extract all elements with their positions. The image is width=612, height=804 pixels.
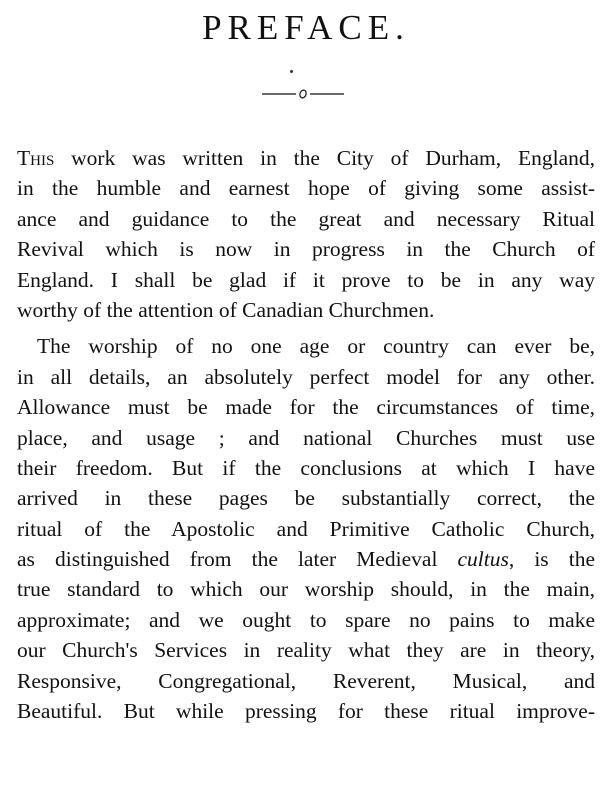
text-line bbox=[17, 143, 595, 173]
text-line: ritual of the Apostolic and Primitive Catholic Church, bbox=[17, 516, 595, 541]
italic-term: cultus bbox=[457, 547, 509, 572]
text-line: in all details, an absolutely perfect model for any other. bbox=[17, 364, 595, 389]
paragraph-1 bbox=[17, 143, 595, 325]
text-line: Allowance must be made for the circumstances of time, bbox=[17, 395, 595, 420]
ornament-divider bbox=[262, 88, 344, 100]
text-line: arrived in these pages be substantially correct, the bbox=[17, 486, 595, 511]
text-line: our Church's Services in reality what they are in theory, bbox=[17, 638, 595, 663]
text-line: true standard to which our worship should, in the main, bbox=[17, 577, 595, 602]
text-line: Revival which is now in progress in the Church of bbox=[17, 237, 595, 262]
text-line: Beautiful. But while pressing for these ritual improve- bbox=[17, 699, 595, 724]
text-line: Responsive, Congregational, Reverent, Musical, and bbox=[17, 668, 595, 693]
line-text: work was written in the City of Durham, England, bbox=[54, 146, 595, 170]
ink-speck bbox=[290, 70, 293, 73]
text-line: The worship of no one age or country can ever be, bbox=[37, 334, 595, 359]
paragraph-2 bbox=[17, 331, 595, 726]
text-line: place, and usage ; and national Churches must use bbox=[17, 425, 595, 450]
page-title: PREFACE. bbox=[202, 8, 410, 47]
text-line: approximate; and we ought to spare no pains to make bbox=[17, 607, 595, 632]
preface-body bbox=[17, 143, 595, 726]
drop-lead-word: This bbox=[17, 146, 55, 170]
text-line: in the humble and earnest hope of giving some assist- bbox=[17, 176, 595, 201]
text-line: their freedom. But if the conclusions at which I have bbox=[17, 455, 595, 480]
text-line: England. I shall be glad if it prove to be in any way bbox=[17, 267, 595, 292]
line-text: as distinguished from the later Medieval bbox=[17, 547, 458, 572]
text-line: ance and guidance to the great and necessary Ritual bbox=[17, 206, 595, 231]
text-line: worthy of the attention of Canadian Churchmen. bbox=[17, 297, 435, 322]
line-text: , is the bbox=[508, 547, 595, 572]
text-line bbox=[17, 544, 595, 574]
